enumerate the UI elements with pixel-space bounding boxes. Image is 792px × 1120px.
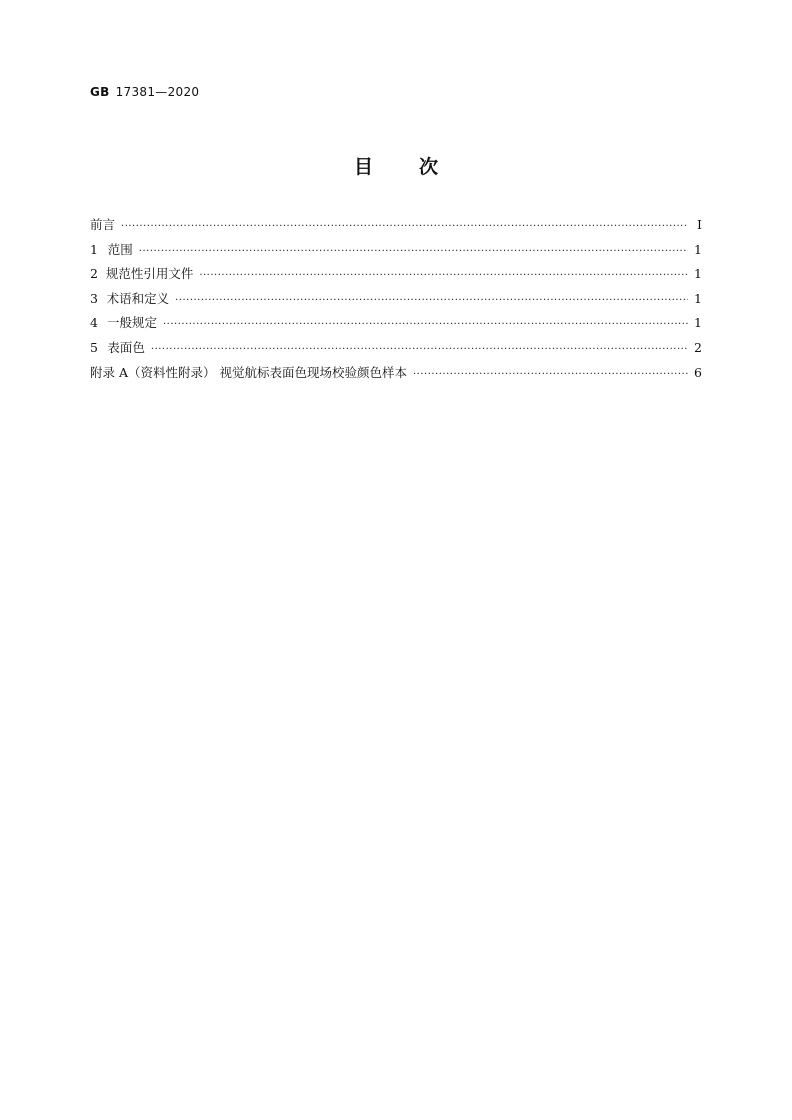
toc-entry-terms-definitions[interactable] (90, 290, 702, 315)
standard-number (90, 85, 199, 99)
toc-leader-dots (175, 292, 688, 310)
toc-entry-page: 1 (694, 315, 702, 331)
toc-entry-page: 6 (694, 364, 702, 380)
toc-entry-surface-colors[interactable] (90, 339, 702, 364)
standard-prefix: GB (90, 85, 110, 99)
page-title (0, 152, 792, 179)
toc-entry-label: 表面色 (107, 339, 145, 355)
toc-entry-annex-a[interactable] (90, 364, 702, 389)
toc-leader-dots (163, 316, 688, 334)
title-char-1: 目 (353, 156, 373, 178)
table-of-contents (90, 216, 702, 388)
toc-entry-normative-references[interactable] (90, 265, 702, 290)
toc-entry-page: Ⅰ (697, 217, 702, 232)
toc-entry-number: 1 (90, 241, 98, 257)
toc-entry-number: 2 (90, 266, 98, 282)
toc-entry-page: 1 (694, 266, 702, 282)
toc-leader-dots (139, 243, 688, 261)
toc-entry-number: 3 (90, 290, 98, 306)
toc-entry-general-provisions[interactable] (90, 314, 702, 339)
toc-entry-label: 前言 (90, 217, 116, 232)
toc-entry-label: 范围 (107, 241, 133, 257)
toc-entry-number: 5 (90, 339, 98, 355)
toc-entry-page: 1 (694, 290, 702, 306)
toc-entry-page: 2 (694, 339, 702, 355)
standard-code: 17381—2020 (115, 85, 200, 99)
toc-entry-foreword[interactable] (90, 216, 702, 241)
toc-entry-page: 1 (694, 241, 702, 257)
toc-leader-dots (121, 218, 688, 236)
title-char-2: 次 (419, 156, 439, 178)
toc-entry-number: 4 (90, 315, 98, 331)
toc-leader-dots (199, 267, 688, 285)
toc-entry-label: 一般规定 (106, 315, 157, 331)
toc-entry-scope[interactable] (90, 241, 702, 266)
toc-leader-dots (151, 341, 688, 359)
toc-leader-dots (413, 366, 688, 384)
toc-entry-label: 规范性引用文件 (105, 266, 194, 282)
toc-entry-label: 附录 A（资料性附录） 视觉航标表面色现场校验颜色样本 (90, 364, 407, 380)
toc-entry-label: 术语和定义 (106, 290, 170, 306)
